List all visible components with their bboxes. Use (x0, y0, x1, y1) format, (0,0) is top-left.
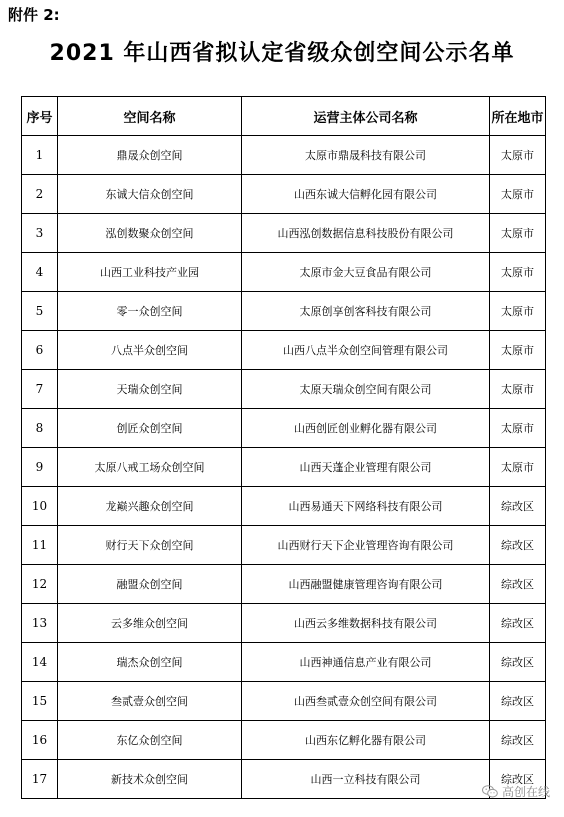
cell-space-name: 天瑞众创空间 (58, 370, 242, 409)
cell-no: 3 (22, 214, 58, 253)
cell-space-name: 创匠众创空间 (58, 409, 242, 448)
table-row (22, 292, 546, 331)
cell-space-name: 龙巅兴趣众创空间 (58, 487, 242, 526)
cell-company-name: 山西创匠创业孵化器有限公司 (242, 409, 490, 448)
cell-space-name: 零一众创空间 (58, 292, 242, 331)
cell-company-name: 太原市鼎晟科技有限公司 (242, 136, 490, 175)
cell-city: 太原市 (490, 175, 546, 214)
table-row (22, 487, 546, 526)
cell-company-name: 山西一立科技有限公司 (242, 760, 490, 799)
table-row (22, 604, 546, 643)
cell-company-name: 山西财行天下企业管理咨询有限公司 (242, 526, 490, 565)
cell-company-name: 山西八点半众创空间管理有限公司 (242, 331, 490, 370)
table-row (22, 643, 546, 682)
cell-city: 综改区 (490, 565, 546, 604)
cell-no: 1 (22, 136, 58, 175)
cell-company-name: 山西东亿孵化器有限公司 (242, 721, 490, 760)
cell-city: 太原市 (490, 448, 546, 487)
table-row (22, 331, 546, 370)
cell-space-name: 融盟众创空间 (58, 565, 242, 604)
cell-city: 太原市 (490, 409, 546, 448)
table-header-row (22, 97, 546, 136)
cell-no: 8 (22, 409, 58, 448)
cell-space-name: 太原八戒工场众创空间 (58, 448, 242, 487)
attachment-label: 附件 2: (8, 6, 60, 24)
cell-no: 11 (22, 526, 58, 565)
cell-no: 10 (22, 487, 58, 526)
wechat-icon (482, 785, 498, 798)
cell-city: 综改区 (490, 604, 546, 643)
table-row (22, 565, 546, 604)
cell-space-name: 云多维众创空间 (58, 604, 242, 643)
cell-company-name: 山西神通信息产业有限公司 (242, 643, 490, 682)
cell-space-name: 新技术众创空间 (58, 760, 242, 799)
cell-city: 太原市 (490, 253, 546, 292)
cell-company-name: 山西天蓬企业管理有限公司 (242, 448, 490, 487)
cell-city: 综改区 (490, 760, 546, 799)
cell-no: 2 (22, 175, 58, 214)
cell-no: 15 (22, 682, 58, 721)
cell-city: 综改区 (490, 643, 546, 682)
table-row (22, 409, 546, 448)
header-space-name: 空间名称 (58, 97, 242, 136)
cell-company-name: 山西叁贰壹众创空间有限公司 (242, 682, 490, 721)
cell-space-name: 东亿众创空间 (58, 721, 242, 760)
cell-space-name: 鼎晟众创空间 (58, 136, 242, 175)
cell-city: 太原市 (490, 370, 546, 409)
cell-space-name: 泓创数聚众创空间 (58, 214, 242, 253)
cell-space-name: 叁贰壹众创空间 (58, 682, 242, 721)
table-body (22, 136, 546, 799)
table-row (22, 721, 546, 760)
cell-company-name: 太原天瑞众创空间有限公司 (242, 370, 490, 409)
page-title: 2021 年山西省拟认定省级众创空间公示名单 (49, 41, 515, 66)
cell-city: 太原市 (490, 331, 546, 370)
space-list-table (21, 96, 546, 799)
header-company-name: 运营主体公司名称 (242, 97, 490, 136)
cell-no: 4 (22, 253, 58, 292)
table-row (22, 448, 546, 487)
cell-company-name: 山西易通天下网络科技有限公司 (242, 487, 490, 526)
table-row (22, 214, 546, 253)
cell-no: 12 (22, 565, 58, 604)
cell-city: 综改区 (490, 682, 546, 721)
cell-city: 太原市 (490, 136, 546, 175)
cell-company-name: 山西云多维数据科技有限公司 (242, 604, 490, 643)
table-row (22, 370, 546, 409)
table-row (22, 682, 546, 721)
cell-no: 13 (22, 604, 58, 643)
watermark-text: 高创在线 (501, 785, 550, 799)
cell-no: 7 (22, 370, 58, 409)
cell-space-name: 东诚大信众创空间 (58, 175, 242, 214)
cell-company-name: 太原创享创客科技有限公司 (242, 292, 490, 331)
table-row (22, 136, 546, 175)
cell-city: 综改区 (490, 487, 546, 526)
cell-no: 17 (22, 760, 58, 799)
header-city: 所在地市 (490, 97, 546, 136)
table-row (22, 253, 546, 292)
cell-space-name: 瑞杰众创空间 (58, 643, 242, 682)
cell-city: 综改区 (490, 721, 546, 760)
cell-space-name: 山西工业科技产业园 (58, 253, 242, 292)
table-row (22, 760, 546, 799)
cell-no: 9 (22, 448, 58, 487)
cell-city: 太原市 (490, 214, 546, 253)
cell-company-name: 山西东诚大信孵化园有限公司 (242, 175, 490, 214)
cell-no: 14 (22, 643, 58, 682)
cell-space-name: 财行天下众创空间 (58, 526, 242, 565)
cell-company-name: 山西泓创数据信息科技股份有限公司 (242, 214, 490, 253)
watermark (482, 783, 550, 800)
cell-company-name: 山西融盟健康管理咨询有限公司 (242, 565, 490, 604)
cell-no: 5 (22, 292, 58, 331)
cell-city: 太原市 (490, 292, 546, 331)
header-no: 序号 (22, 97, 58, 136)
cell-city: 综改区 (490, 526, 546, 565)
table-row (22, 526, 546, 565)
table-row (22, 175, 546, 214)
cell-no: 16 (22, 721, 58, 760)
cell-company-name: 太原市金大豆食品有限公司 (242, 253, 490, 292)
cell-space-name: 八点半众创空间 (58, 331, 242, 370)
cell-no: 6 (22, 331, 58, 370)
